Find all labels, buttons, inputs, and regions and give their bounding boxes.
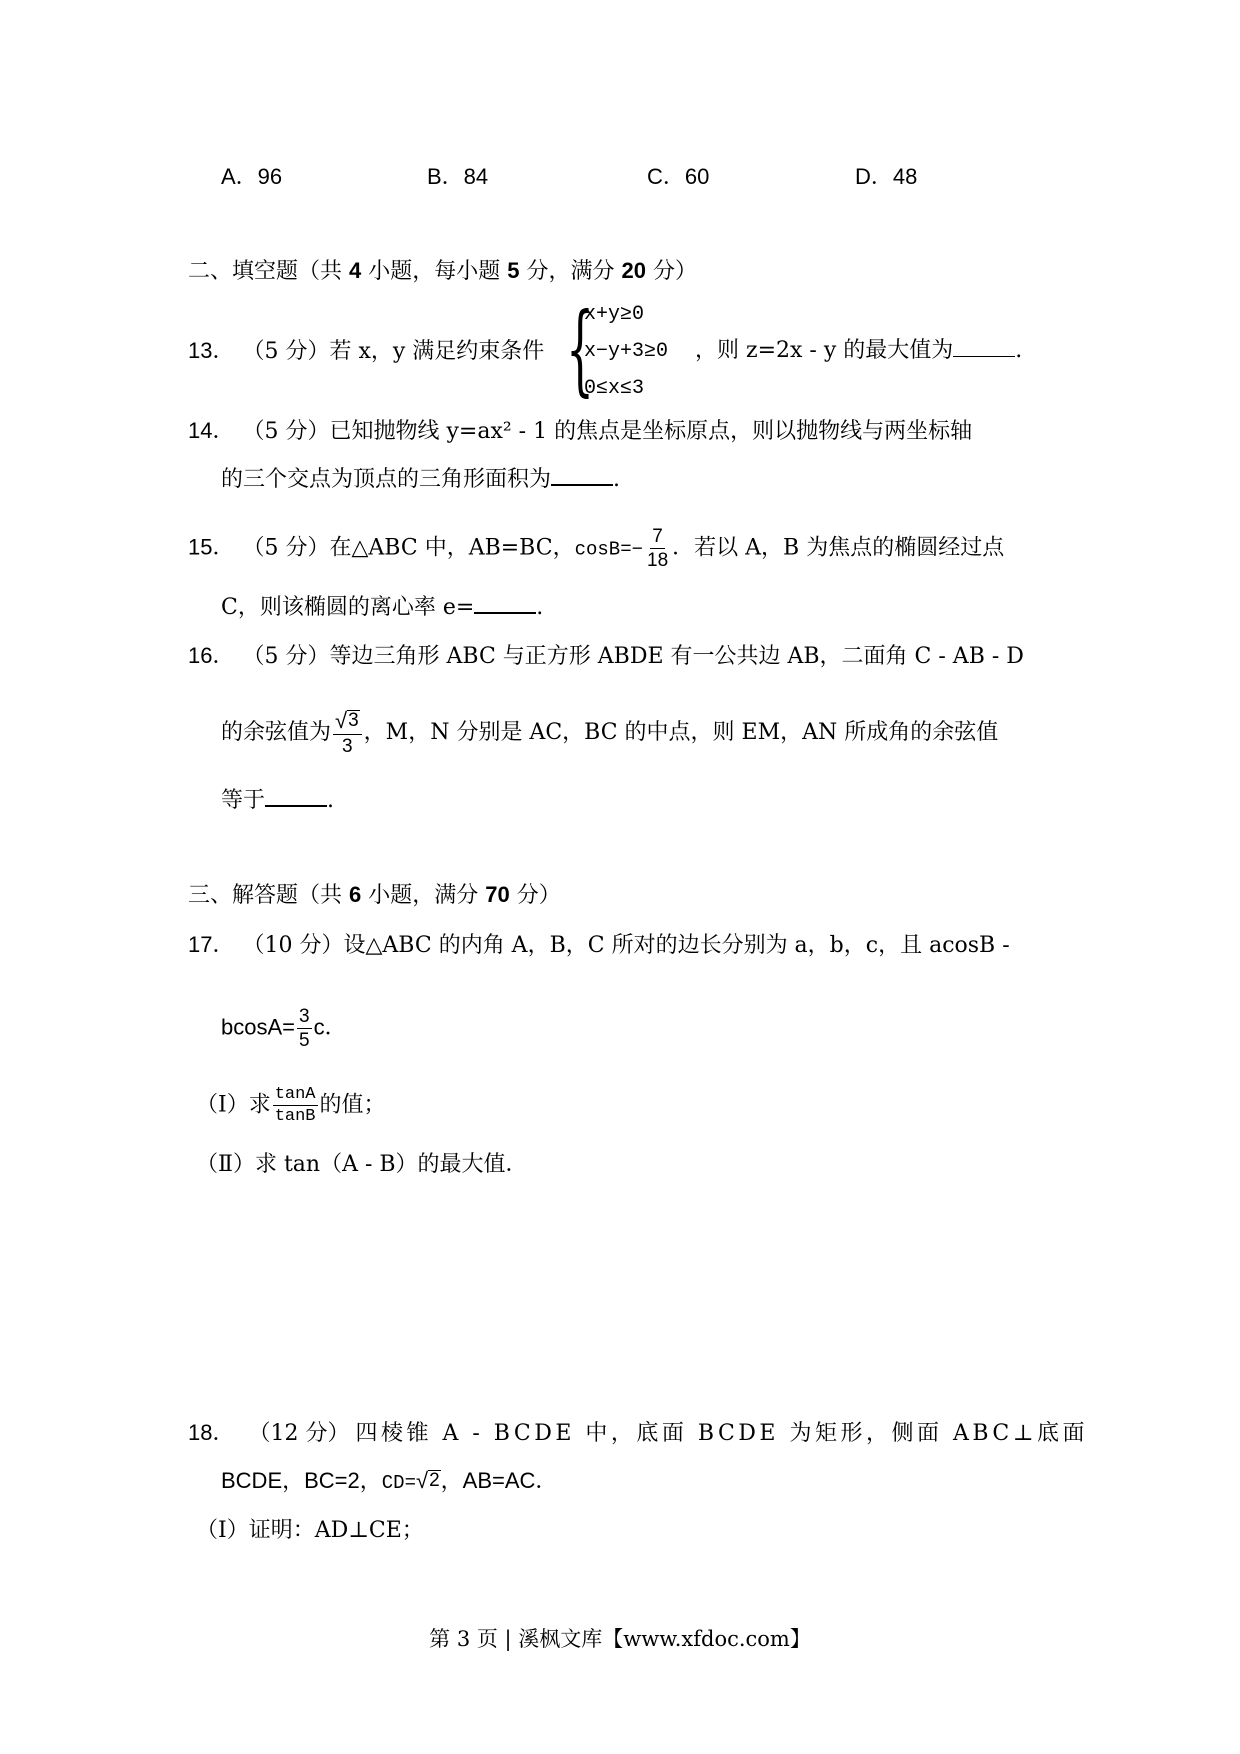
q16-number: 16．	[188, 643, 235, 668]
q15-line2: C，则该椭圆的离心率 e=	[221, 595, 475, 620]
q18-line2a: BCDE，BC=2，	[221, 1468, 382, 1493]
q17-part1-fraction	[273, 1086, 318, 1125]
section-2-mid2: 分，满分	[519, 259, 622, 284]
q16-line-2	[221, 710, 998, 756]
q13-number: 13．	[188, 338, 235, 363]
left-brace-icon: {	[566, 293, 595, 407]
q18-cd-label: CD=	[381, 1472, 416, 1494]
q18-line1: 四棱锥 A ‐ BCDE 中，底面 BCDE 为矩形，侧面 ABC⊥底面	[355, 1421, 1088, 1446]
q18-line2b: ，AB=AC．	[440, 1468, 558, 1493]
q13-end: .	[1015, 338, 1023, 363]
q17-part1-den: tanB	[274, 1107, 316, 1126]
q17-part1-num: tanA	[274, 1085, 316, 1104]
q14-score: （5 分）	[242, 419, 330, 444]
q16-sqrt-value: 3	[348, 710, 359, 731]
question-14	[188, 420, 972, 443]
section-2-total: 20	[621, 258, 646, 283]
q14-number: 14．	[188, 418, 235, 443]
q15-fraction	[645, 527, 670, 570]
q13-constraint-3: 0≤x≤3	[584, 377, 645, 400]
section-2-title-pre: 二、填空题（共	[188, 259, 349, 284]
question-16	[188, 645, 1024, 668]
q13-text2: ，则 z=2x ‐ y 的最大值为	[695, 338, 954, 363]
q15-answer-blank	[474, 612, 536, 614]
section-2-heading	[188, 260, 697, 283]
q15-text1: 在△ABC 中，AB=BC，	[329, 535, 575, 561]
q13-text1: 若 x，y 满足约束条件	[329, 339, 545, 364]
q13-constraint-2: x−y+3≥0	[584, 340, 669, 363]
question-15	[188, 527, 1004, 570]
q15-end: .	[536, 595, 544, 620]
q17-number: 17．	[188, 932, 235, 957]
q16-sqrt	[333, 710, 362, 735]
q18-score: （12 分）	[248, 1421, 350, 1446]
q15-frac-num: 7	[652, 526, 663, 547]
page-footer: 第 3 页 | 溪枫文库【www.xfdoc.com】	[429, 1627, 811, 1651]
option-a: A．96	[221, 164, 283, 189]
question-18	[188, 1422, 1088, 1445]
q14-end: .	[613, 467, 621, 492]
q15-text2: ．若以 A，B 为焦点的椭圆经过点	[672, 535, 1005, 561]
question-13	[188, 340, 544, 363]
q18-number: 18．	[188, 1420, 235, 1445]
section-3-total: 70	[485, 882, 510, 907]
sqrt-icon: √	[416, 1468, 429, 1493]
q15-score: （5 分）	[242, 535, 330, 561]
section-3-count: 6	[349, 882, 362, 907]
q16-line1: 等边三角形 ABC 与正方形 ABDE 有一公共边 AB，二面角 C ‐ AB ‐ D	[329, 644, 1024, 669]
section-3-mid: 小题，满分	[361, 883, 486, 908]
q15-number: 15．	[188, 534, 235, 560]
q17-score: （10 分）	[242, 933, 344, 958]
q18-sqrt	[416, 1470, 441, 1492]
q18-part-1: （Ⅰ）证明：AD⊥CE；	[196, 1518, 424, 1543]
q17-part-1	[196, 1086, 386, 1125]
q17-line1: 设△ABC 的内角 A，B，C 所对的边长分别为 a，b，c，且 acosB ‐	[343, 933, 1010, 958]
section-2-mid1: 小题，每小题	[361, 259, 508, 284]
section-2-per: 5	[507, 258, 520, 283]
q17-line2a: bcosA=	[221, 1014, 295, 1040]
section-3-title-pre: 三、解答题（共	[188, 883, 349, 908]
q16-fraction	[333, 710, 362, 756]
q16-line3: 等于	[221, 788, 266, 813]
section-3-end: 分）	[509, 883, 561, 908]
q13-tail	[695, 340, 1022, 362]
q17-line2b: c．	[313, 1014, 347, 1040]
q16-score: （5 分）	[242, 644, 330, 669]
q16-line2a: 的余弦值为	[221, 720, 332, 745]
option-b: B．84	[427, 164, 489, 189]
q15-cos-label: cosB=−	[574, 538, 644, 561]
q14-line-2	[221, 469, 620, 491]
q13-score: （5 分）	[242, 339, 330, 364]
q15-frac-den: 18	[647, 550, 669, 571]
q17-frac-num: 3	[299, 1006, 310, 1027]
q18-sqrt-value: 2	[429, 1470, 440, 1491]
q14-line2: 的三个交点为顶点的三角形面积为	[221, 467, 552, 492]
q16-answer-blank	[265, 805, 327, 807]
q16-end: .	[327, 788, 335, 813]
q17-part-2: （Ⅱ）求 tan（A ‐ B）的最大值．	[196, 1152, 528, 1177]
q17-frac-den: 5	[299, 1030, 310, 1051]
section-3-heading	[188, 884, 561, 907]
q16-line2b: ，M，N 分别是 AC，BC 的中点，则 EM，AN 所成角的余弦值	[363, 720, 999, 745]
option-d: D．48	[855, 164, 918, 189]
section-2-end: 分）	[645, 259, 697, 284]
q14-answer-blank	[551, 484, 613, 486]
q16-frac-den: 3	[342, 736, 353, 757]
q17-part1b: 的值；	[319, 1092, 386, 1118]
q13-constraint-1: x+y≥0	[584, 303, 645, 326]
q16-line-3	[221, 790, 334, 812]
q14-line1: 已知抛物线 y=ax² ‐ 1 的焦点是坐标原点，则以抛物线与两坐标轴	[329, 419, 973, 444]
q17-line-2	[221, 1007, 347, 1050]
q17-fraction	[297, 1007, 312, 1050]
sqrt-icon: √	[335, 708, 348, 733]
question-17	[188, 934, 1010, 957]
q13-answer-blank	[953, 356, 1015, 357]
q15-line-2	[221, 597, 543, 619]
q18-line-2	[221, 1470, 557, 1493]
q17-part1a: （Ⅰ）求	[196, 1092, 271, 1118]
option-c: C．60	[647, 164, 710, 189]
section-2-count: 4	[349, 258, 362, 283]
